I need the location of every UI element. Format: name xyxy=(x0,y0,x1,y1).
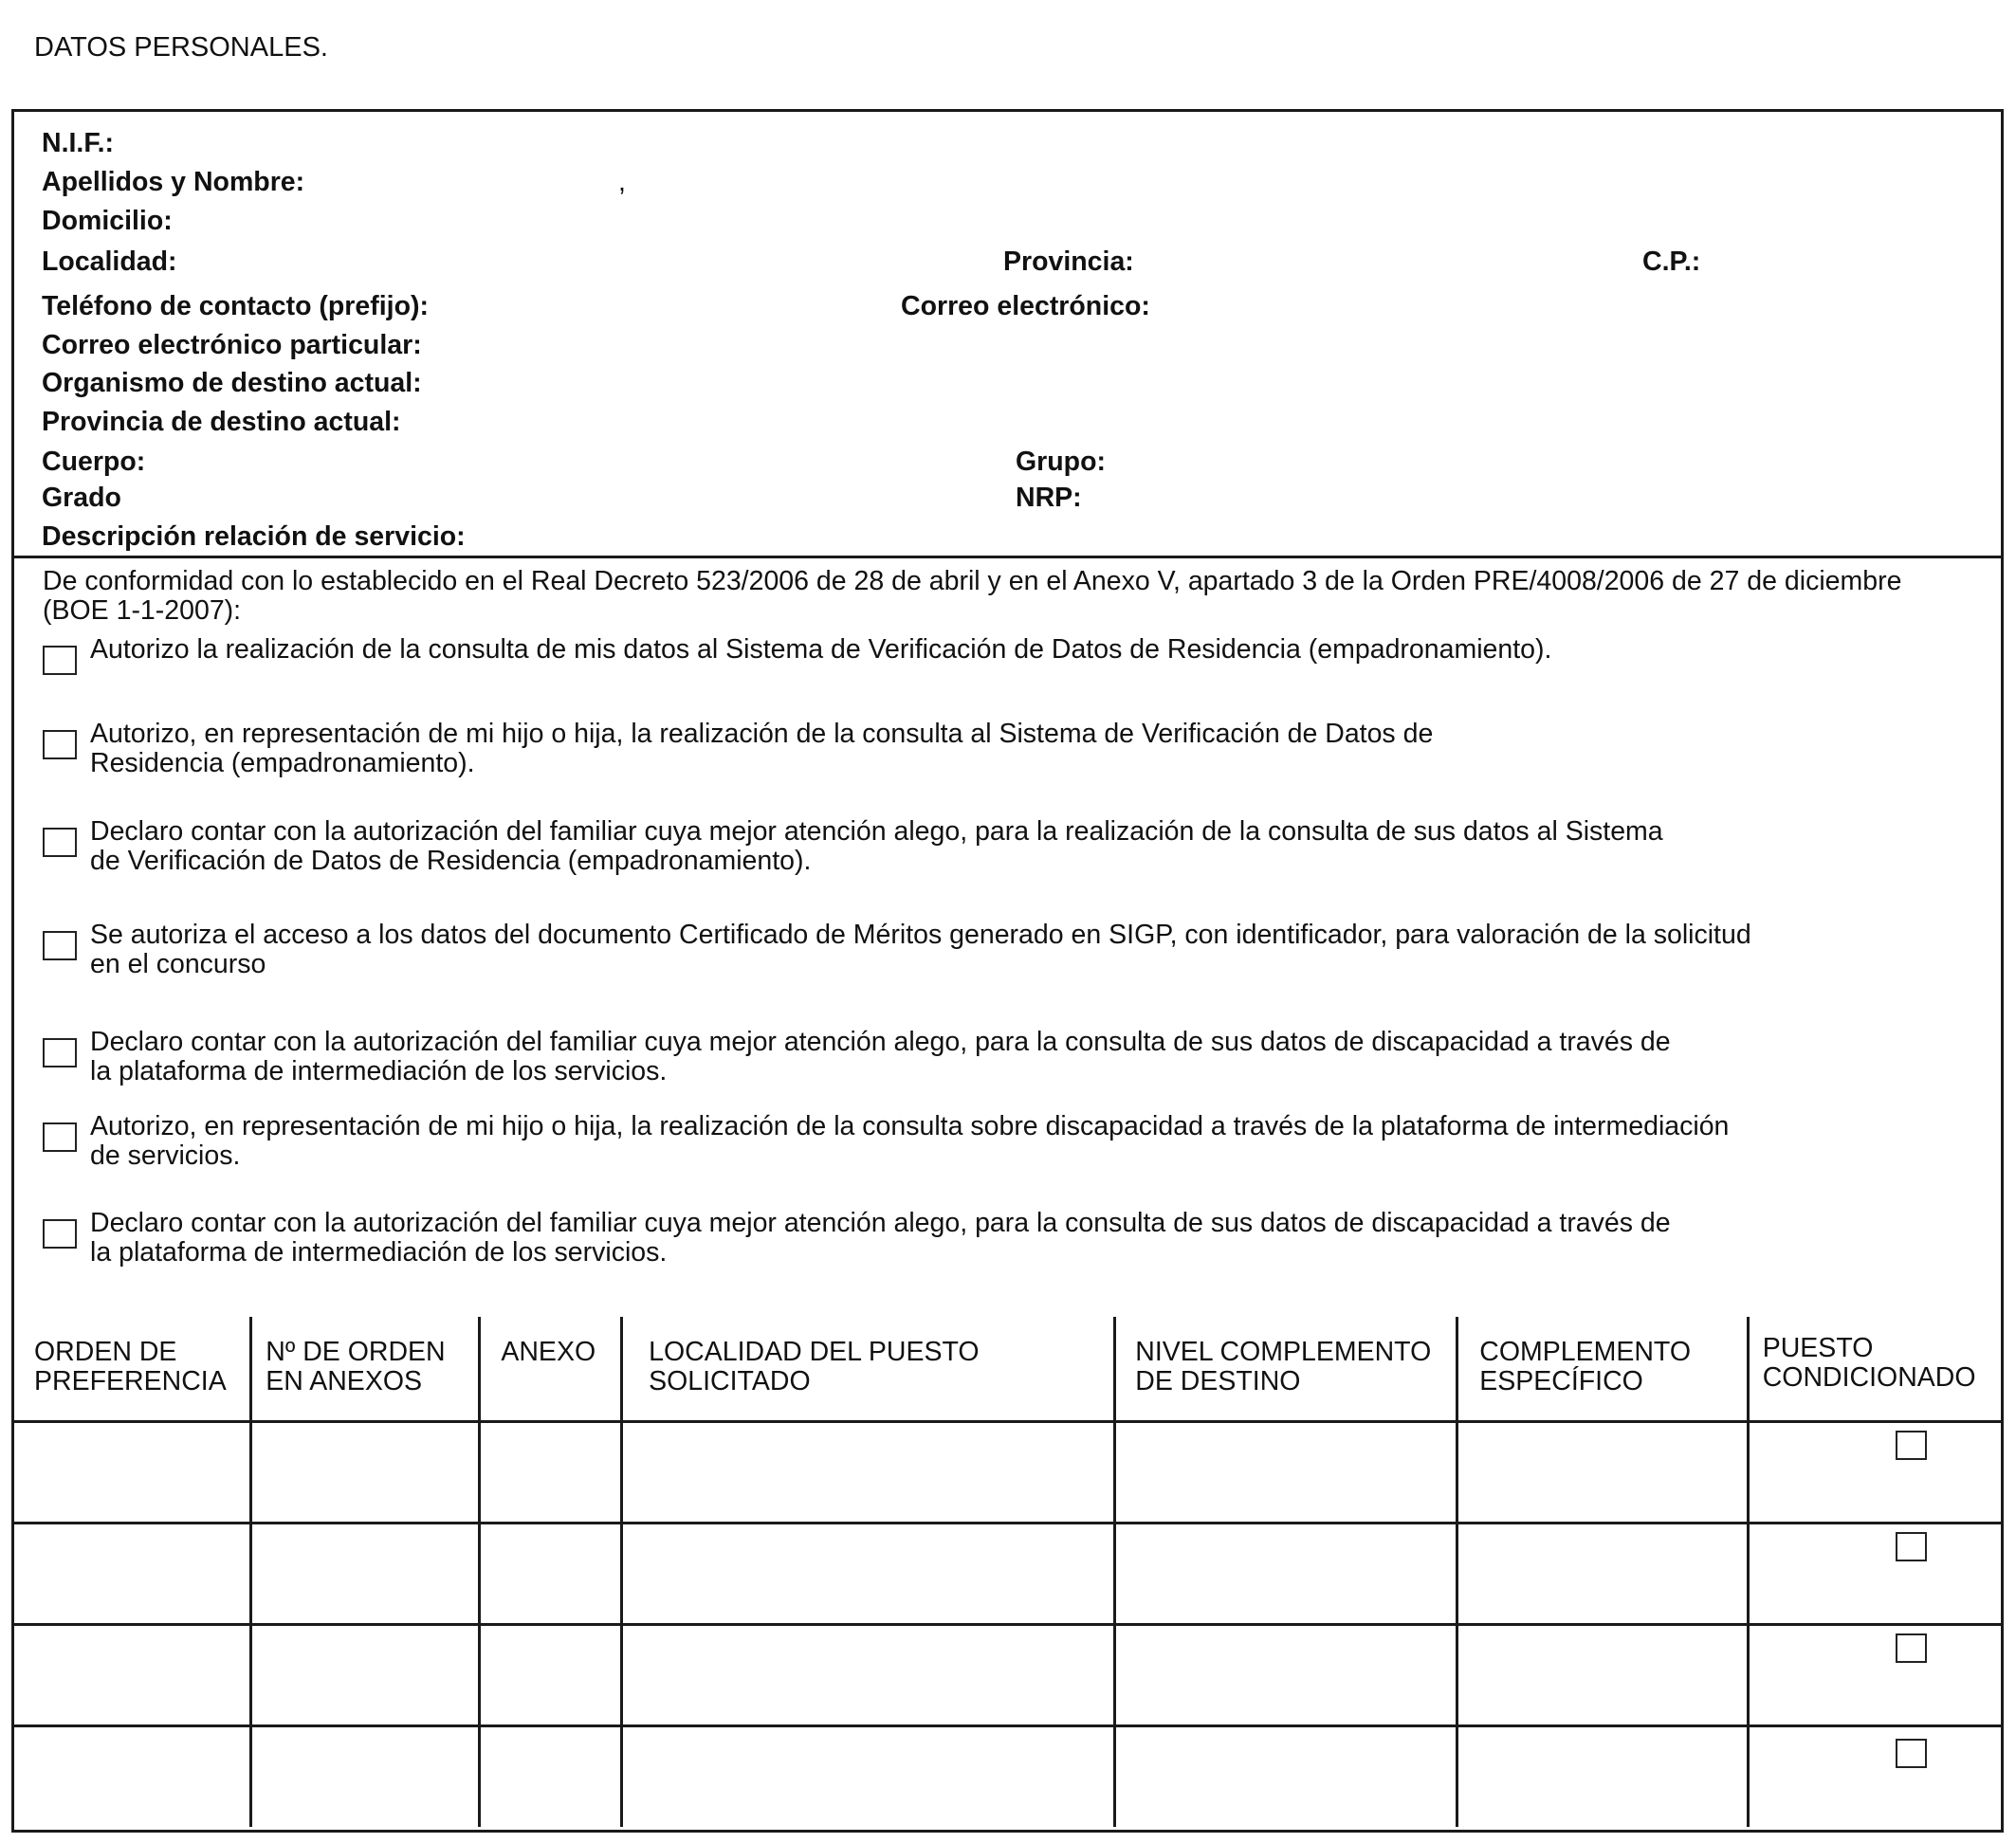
telefono-label: Teléfono de contacto (prefijo): xyxy=(42,291,429,321)
authorization-checkbox[interactable] xyxy=(43,646,77,675)
apellidos-label: Apellidos y Nombre: xyxy=(42,167,305,197)
page-title: DATOS PERSONALES. xyxy=(34,32,328,63)
table-cell[interactable] xyxy=(622,1523,1115,1624)
provincia-destino-label: Provincia de destino actual: xyxy=(42,407,401,437)
legal-intro: De conformidad con lo establecido en el Real Decreto 523/2006 de 28 de abril y en el Anexo V, apartado 3 de la Orden PRE/4008/2006 de 27 de diciembre (BOE 1-1-2007): xyxy=(43,566,1902,626)
condicionado-checkbox[interactable] xyxy=(1896,1431,1927,1460)
authorization-checkbox[interactable] xyxy=(43,1219,77,1249)
table-cell[interactable] xyxy=(1457,1421,1748,1523)
table-cell xyxy=(1748,1624,2001,1725)
condicionado-checkbox[interactable] xyxy=(1896,1532,1927,1561)
authorization-item xyxy=(43,817,1663,876)
table-cell[interactable] xyxy=(14,1421,251,1523)
authorization-item xyxy=(43,1028,1671,1086)
table-cell[interactable] xyxy=(622,1624,1115,1725)
table-cell[interactable] xyxy=(1115,1523,1457,1624)
provincia-label: Provincia: xyxy=(1003,246,1134,277)
authorization-text: Declaro contar con la autorización del familiar cuya mejor atención alego, para la consulta de sus datos de discapacidad a través de la plataforma de intermediación de los servicios. xyxy=(90,1208,1671,1268)
table-cell[interactable] xyxy=(251,1523,480,1624)
table-cell[interactable] xyxy=(480,1624,622,1725)
table-cell[interactable] xyxy=(480,1523,622,1624)
authorization-text: Autorizo, en representación de mi hijo o hija, la realización de la consulta sobre discapacidad a través de la plataforma de intermediación de servicios. xyxy=(90,1111,1730,1171)
table-cell[interactable] xyxy=(14,1725,251,1827)
authorization-text: Autorizo la realización de la consulta de mis datos al Sistema de Verificación de Datos de Residencia (empadronamiento). xyxy=(90,634,1552,665)
table-row xyxy=(14,1523,2001,1624)
grupo-label: Grupo: xyxy=(1016,447,1106,477)
table-cell xyxy=(1748,1421,2001,1523)
cp-label: C.P.: xyxy=(1642,246,1701,277)
table-cell xyxy=(1748,1725,2001,1827)
authorization-text: Declaro contar con la autorización del familiar cuya mejor atención alego, para la realización de la consulta de sus datos al Sistema de Verificación de Datos de Residencia (empadronamiento). xyxy=(90,816,1663,876)
authorization-item xyxy=(43,720,1433,778)
table-cell[interactable] xyxy=(251,1725,480,1827)
authorization-text: Declaro contar con la autorización del familiar cuya mejor atención alego, para la consulta de sus datos de discapacidad a través de la plataforma de intermediación de los servicios. xyxy=(90,1027,1671,1086)
authorization-checkbox[interactable] xyxy=(43,828,77,857)
section-divider xyxy=(14,556,2001,558)
application-form xyxy=(11,109,2004,1833)
col-localidad-puesto: LOCALIDAD DEL PUESTO SOLICITADO xyxy=(622,1317,1115,1421)
correo-particular-label: Correo electrónico particular: xyxy=(42,330,422,360)
condicionado-checkbox[interactable] xyxy=(1896,1633,1927,1663)
nrp-label: NRP: xyxy=(1016,483,1082,513)
authorization-text: Autorizo, en representación de mi hijo o hija, la realización de la consulta al Sistema de Verificación de Datos de Residencia (empadronamiento). xyxy=(90,719,1434,778)
authorization-item xyxy=(43,921,1751,979)
descripcion-label: Descripción relación de servicio: xyxy=(42,521,466,552)
table-cell[interactable] xyxy=(14,1624,251,1725)
table-cell[interactable] xyxy=(14,1523,251,1624)
table-cell[interactable] xyxy=(1457,1624,1748,1725)
authorization-checkbox[interactable] xyxy=(43,1122,77,1152)
grado-label: Grado xyxy=(42,483,121,513)
authorization-item xyxy=(43,635,1551,675)
positions-table xyxy=(14,1317,2001,1827)
table-cell[interactable] xyxy=(1457,1725,1748,1827)
correo-label: Correo electrónico: xyxy=(901,291,1150,321)
col-puesto-condicionado: PUESTO CONDICIONADO xyxy=(1748,1317,2001,1421)
col-anexo: ANEXO xyxy=(480,1317,622,1421)
authorization-item xyxy=(43,1112,1729,1171)
authorization-item xyxy=(43,1209,1671,1268)
table-cell[interactable] xyxy=(1115,1421,1457,1523)
col-nivel-complemento: NIVEL COMPLEMENTO DE DESTINO xyxy=(1115,1317,1457,1421)
organismo-label: Organismo de destino actual: xyxy=(42,368,422,398)
table-cell xyxy=(1748,1523,2001,1624)
table-cell[interactable] xyxy=(480,1725,622,1827)
table-cell[interactable] xyxy=(622,1421,1115,1523)
col-complemento-especifico: COMPLEMENTO ESPECÍFICO xyxy=(1457,1317,1748,1421)
table-cell[interactable] xyxy=(1115,1725,1457,1827)
authorization-text: Se autoriza el acceso a los datos del documento Certificado de Méritos generado en SIGP, con identificador, para valoración de la solicitud en el concurso xyxy=(90,920,1751,979)
authorization-checkbox[interactable] xyxy=(43,1038,77,1067)
apellidos-separator: , xyxy=(618,167,626,197)
table-cell[interactable] xyxy=(480,1421,622,1523)
authorization-checkbox[interactable] xyxy=(43,931,77,960)
table-cell[interactable] xyxy=(251,1421,480,1523)
col-orden-preferencia: ORDEN DE PREFERENCIA xyxy=(14,1317,251,1421)
table-row xyxy=(14,1725,2001,1827)
table-cell[interactable] xyxy=(1115,1624,1457,1725)
table-cell[interactable] xyxy=(251,1624,480,1725)
table-cell[interactable] xyxy=(1457,1523,1748,1624)
localidad-label: Localidad: xyxy=(42,246,177,277)
domicilio-label: Domicilio: xyxy=(42,206,173,236)
nif-label: N.I.F.: xyxy=(42,128,114,158)
table-row xyxy=(14,1624,2001,1725)
condicionado-checkbox[interactable] xyxy=(1896,1739,1927,1768)
table-header-row xyxy=(14,1317,2001,1421)
cuerpo-label: Cuerpo: xyxy=(42,447,146,477)
col-numero-orden: Nº DE ORDEN EN ANEXOS xyxy=(251,1317,480,1421)
table-row xyxy=(14,1421,2001,1523)
table-cell[interactable] xyxy=(622,1725,1115,1827)
authorization-checkbox[interactable] xyxy=(43,730,77,759)
